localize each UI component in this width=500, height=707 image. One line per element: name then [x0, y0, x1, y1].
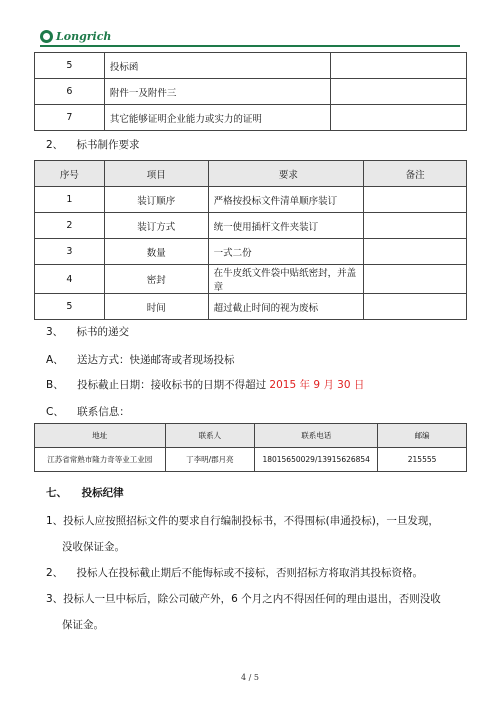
section-number: 3、 [46, 326, 64, 338]
row-text: 附件一及附件三 [104, 79, 330, 105]
table-row [35, 239, 467, 265]
table-row [35, 448, 467, 472]
row-number: 3 [35, 239, 105, 265]
contact-table [34, 423, 467, 472]
row-note [364, 239, 467, 265]
table-row [35, 79, 467, 105]
row-number: 4 [35, 265, 105, 294]
column-header: 联系人 [165, 424, 255, 448]
row-item: 装订方式 [104, 213, 208, 239]
row-requirement: 在牛皮纸文件袋中贴纸密封，并盖章 [208, 265, 364, 294]
section-2-heading [46, 137, 140, 152]
row-number: 5 [35, 53, 105, 79]
empty-cell [331, 105, 467, 131]
column-header: 要求 [208, 161, 364, 187]
page-number: 4 / 5 [241, 673, 259, 682]
discipline-item-3-line-1: 3、投标人一旦中标后，除公司破产外，6 个月之内不得因任何的理由退出，否则没收 [46, 593, 441, 605]
table-row [35, 213, 467, 239]
item-text: 送达方式：快递邮寄或者现场投标 [77, 354, 235, 366]
column-header: 项目 [104, 161, 208, 187]
column-header: 备注 [364, 161, 467, 187]
row-note [364, 213, 467, 239]
binding-requirements-table [34, 160, 467, 320]
empty-cell [331, 53, 467, 79]
item-label: C、 [46, 406, 64, 418]
section-3-heading [46, 324, 129, 339]
delivery-method [46, 352, 235, 367]
company-logo [40, 30, 111, 43]
row-number: 5 [35, 294, 105, 320]
contact-address: 江苏省常熟市隆力奇等业工业园 [35, 448, 166, 472]
row-requirement: 一式二份 [208, 239, 364, 265]
section-title: 标书制作要求 [76, 139, 140, 151]
discipline-item-1-line-2: 没收保证金。 [62, 541, 125, 553]
row-item: 数量 [104, 239, 208, 265]
column-header: 地址 [35, 424, 166, 448]
row-number: 7 [35, 105, 105, 131]
document-list-table [34, 52, 467, 131]
discipline-item-1-line-1: 1、投标人应按照招标文件的要求自行编制投标书，不得围标(串通投标)，一旦发现， [46, 515, 439, 527]
column-header: 序号 [35, 161, 105, 187]
table-row [35, 294, 467, 320]
row-item: 装订顺序 [104, 187, 208, 213]
table-header-row [35, 424, 467, 448]
section-number: 七、 [46, 487, 67, 499]
row-note [364, 187, 467, 213]
table-row [35, 187, 467, 213]
row-note [364, 265, 467, 294]
discipline-item-3-line-2: 保证金。 [62, 619, 104, 631]
column-header: 联系电话 [255, 424, 378, 448]
section-7-heading [46, 485, 124, 500]
contact-person: 丁李明/郡月亮 [165, 448, 255, 472]
item-label: 2、 [46, 567, 64, 579]
item-label: A、 [46, 354, 64, 366]
row-number: 1 [35, 187, 105, 213]
row-requirement: 严格按投标文件清单顺序装订 [208, 187, 364, 213]
row-item: 时间 [104, 294, 208, 320]
row-text: 其它能够证明企业能力或实力的证明 [104, 105, 330, 131]
item-text: 联系信息： [77, 406, 130, 418]
section-number: 2、 [46, 139, 64, 151]
deadline-line [46, 377, 364, 392]
row-requirement: 超过截止时间的视为废标 [208, 294, 364, 320]
contact-zip: 215555 [378, 448, 467, 472]
table-row [35, 105, 467, 131]
row-text: 投标函 [104, 53, 330, 79]
item-label: B、 [46, 379, 64, 391]
item-text: 投标人在投标截止期后不能悔标或不接标，否则招标方将取消其投标资格。 [76, 567, 424, 579]
section-title: 标书的递交 [76, 326, 130, 338]
empty-cell [331, 79, 467, 105]
row-requirement: 统一使用插杆文件夹装订 [208, 213, 364, 239]
item-text: 投标截止日期：接收标书的日期不得超过 [77, 379, 267, 391]
row-number: 2 [35, 213, 105, 239]
row-number: 6 [35, 79, 105, 105]
table-header-row [35, 161, 467, 187]
table-row [35, 53, 467, 79]
discipline-item-2 [46, 565, 423, 580]
logo-text: Longrich [56, 30, 112, 43]
table-row [35, 265, 467, 294]
deadline-date: 2015 年 9 月 30 日 [269, 379, 365, 391]
contact-info-heading [46, 404, 130, 419]
row-note [364, 294, 467, 320]
page-header [40, 30, 460, 46]
header-divider [40, 45, 460, 47]
row-item: 密封 [104, 265, 208, 294]
logo-leaf-icon [40, 30, 53, 43]
column-header: 邮编 [378, 424, 467, 448]
contact-phone: 18015650029/13915626854 [255, 448, 378, 472]
section-title: 投标纪律 [81, 487, 124, 499]
